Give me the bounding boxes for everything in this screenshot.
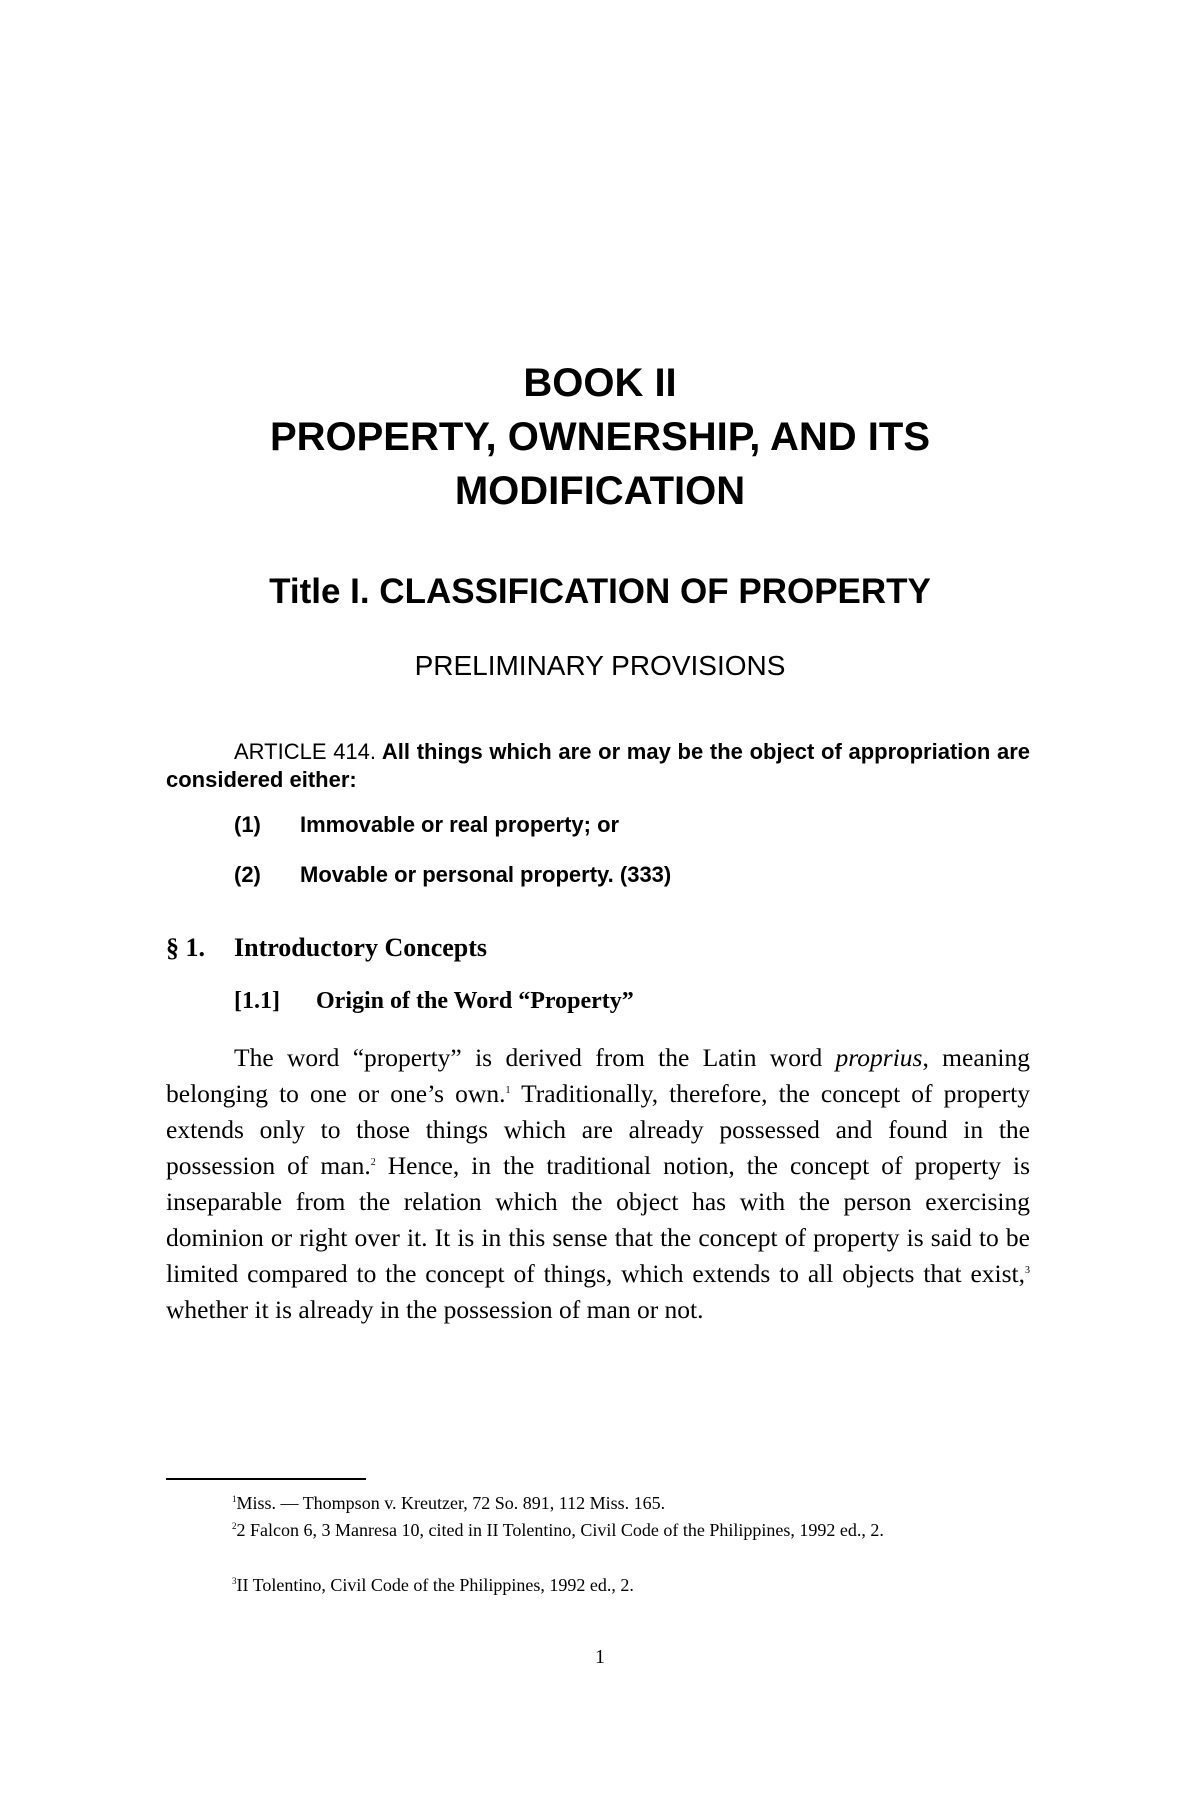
latin-term: proprius bbox=[835, 1043, 923, 1072]
footnote-text: II Tolentino, Civil Code of the Philippines, 1992 ed., 2. bbox=[236, 1575, 634, 1595]
footnote-ref-1[interactable]: 1 bbox=[505, 1085, 511, 1096]
footnote-ref-3[interactable]: 3 bbox=[1025, 1265, 1030, 1276]
body-paragraph bbox=[166, 1040, 1030, 1328]
footnote-text: 2 Falcon 6, 3 Manresa 10, cited in II Tolentino, Civil Code of the Philippines, 1992 ed., 2. bbox=[236, 1520, 884, 1540]
article-text: All things which are or may be the object of appropriation are considered either: bbox=[166, 739, 1030, 792]
item-number: (1) bbox=[234, 812, 261, 837]
footnote-ref-2[interactable]: 2 bbox=[370, 1157, 376, 1168]
section-heading bbox=[166, 933, 487, 963]
footnote-2 bbox=[166, 1517, 1030, 1544]
footnote-1 bbox=[166, 1490, 1030, 1517]
paragraph-text: , meaning belonging to one or one’s own. bbox=[166, 1043, 1030, 1108]
book-heading bbox=[0, 356, 1200, 518]
subsection-number: [1.1] bbox=[234, 988, 280, 1014]
article-item-1 bbox=[234, 812, 619, 838]
book-number: BOOK II bbox=[523, 361, 677, 405]
footnote-mark: 3 bbox=[232, 1576, 237, 1586]
item-text: Immovable or real property; or bbox=[300, 812, 620, 837]
paragraph-text: The word “property” is derived from the Latin word bbox=[234, 1043, 836, 1072]
article-item-2 bbox=[234, 862, 671, 888]
book-title-line-2: MODIFICATION bbox=[454, 469, 746, 513]
title-heading: Title I. CLASSIFICATION OF PROPERTY bbox=[269, 572, 931, 611]
footnote-3 bbox=[166, 1572, 1030, 1599]
subsection-title: Origin of the Word “Property” bbox=[316, 988, 634, 1014]
item-number: (2) bbox=[234, 862, 261, 887]
subsection-heading bbox=[234, 988, 634, 1015]
section-title: Introductory Concepts bbox=[234, 933, 488, 962]
page-number: 1 bbox=[595, 1646, 605, 1668]
section-number: § 1. bbox=[166, 933, 205, 962]
article-label: ARTICLE 414. bbox=[234, 739, 377, 764]
book-title-line-1: PROPERTY, OWNERSHIP, AND ITS bbox=[269, 415, 931, 459]
article-414 bbox=[166, 738, 1030, 794]
footnote-mark: 1 bbox=[232, 1494, 237, 1504]
footnote-divider bbox=[166, 1478, 366, 1480]
item-text: Movable or personal property. (333) bbox=[300, 862, 672, 887]
footnote-mark: 2 bbox=[232, 1521, 237, 1531]
paragraph-text: Traditionally, therefore, the concept of property extends only to those things which are already possessed and found in the possession of man. bbox=[166, 1079, 1031, 1180]
footnote-text: Miss. — Thompson v. Kreutzer, 72 So. 891, 112 Miss. 165. bbox=[236, 1493, 666, 1513]
paragraph-text: whether it is already in the possession of man or not. bbox=[166, 1295, 704, 1324]
preliminary-provisions-heading: PRELIMINARY PROVISIONS bbox=[414, 650, 786, 681]
paragraph-text: Hence, in the traditional notion, the concept of property is inseparable from the relation which the object has with the person exercising dominion or right over it. It is in this sense that the concept of property is said to be limited compared to the concept of things, which extends to all objects that exist, bbox=[166, 1151, 1030, 1288]
